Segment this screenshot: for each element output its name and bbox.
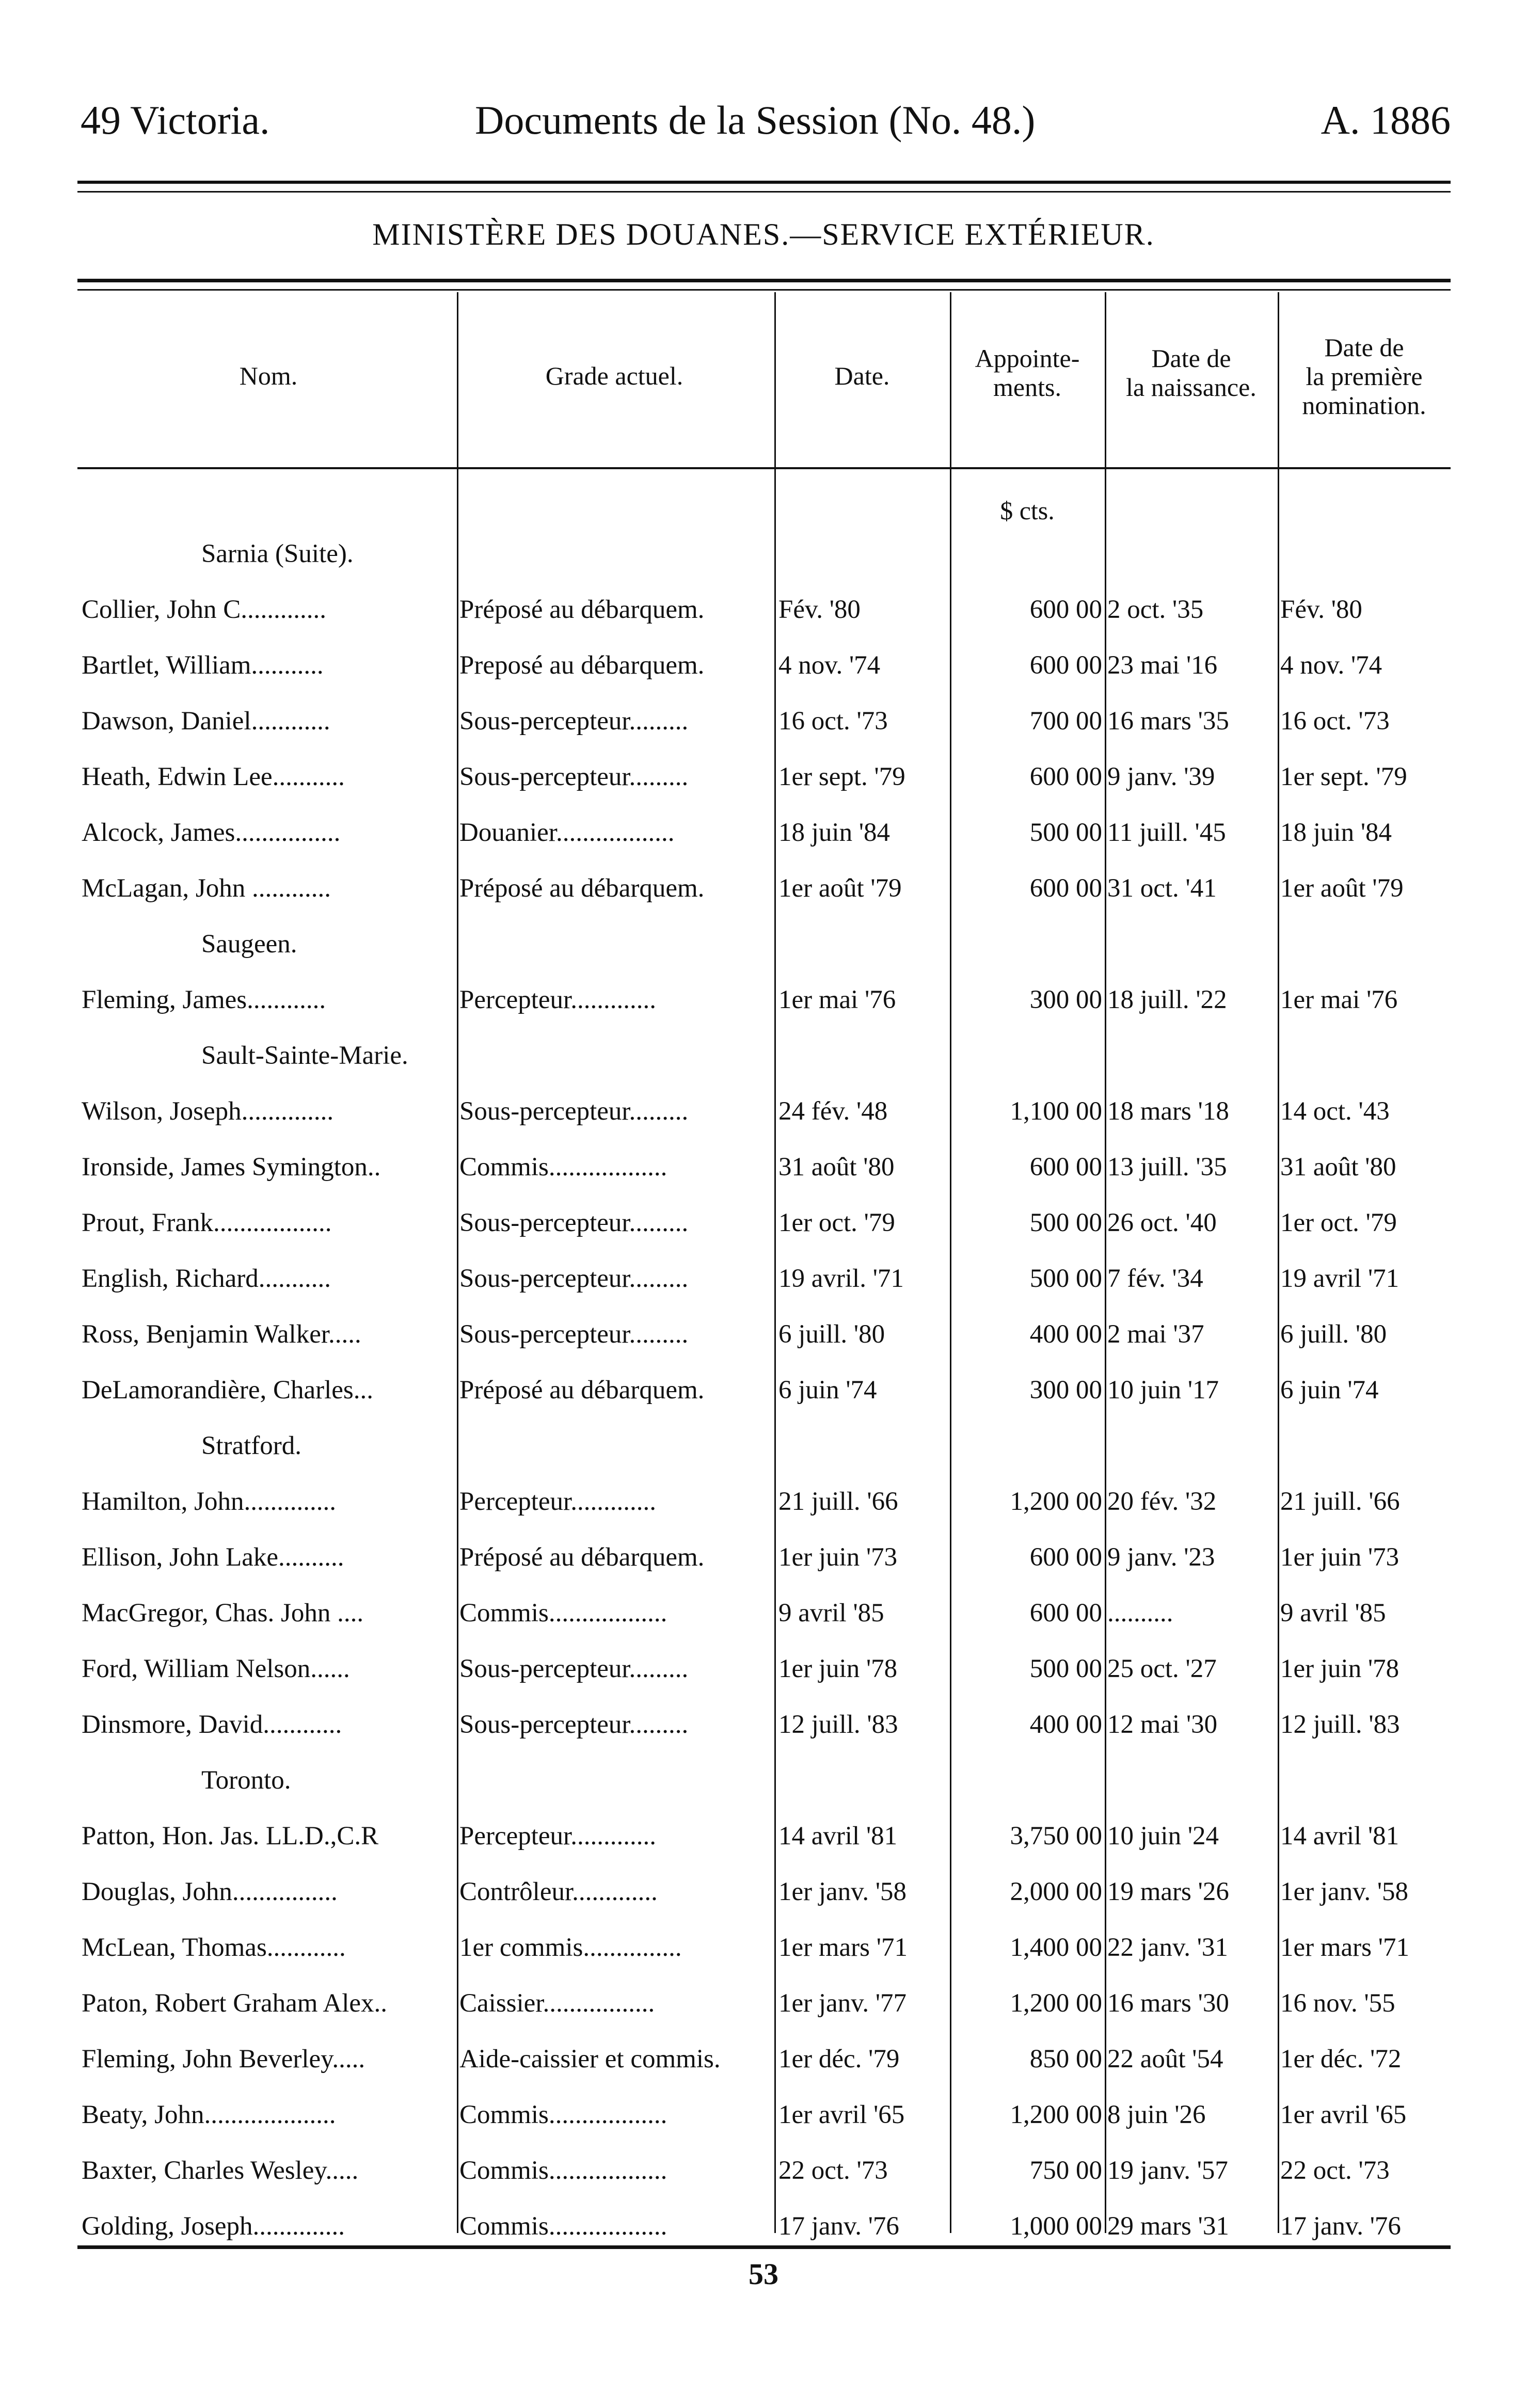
cell-date: 21 juill. '66 [778, 1487, 898, 1516]
cell-date: 1er janv. '77 [778, 1989, 907, 2018]
table-row [77, 2032, 1451, 2087]
cell-premiere: 1er juin '73 [1280, 1543, 1399, 1572]
section-heading-row [77, 917, 1451, 972]
cell-naissance: 7 fév. '34 [1107, 1264, 1203, 1293]
cell-premiere: 1er déc. '72 [1280, 2045, 1402, 2074]
section-heading-row [77, 1418, 1451, 1474]
cell-date: 1er oct. '79 [778, 1208, 895, 1237]
cell-date: 14 avril '81 [778, 1822, 898, 1851]
cell-premiere: 1er avril '65 [1280, 2100, 1407, 2129]
cell-appointements: 600 00 [1029, 874, 1102, 903]
header-left: 49 Victoria. [81, 98, 270, 142]
cell-nom: Douglas, John................ [82, 1877, 338, 1906]
cell-premiere: 1er août '79 [1280, 874, 1404, 903]
cell-premiere: 1er juin '78 [1280, 1654, 1399, 1683]
cell-premiere: 12 juill. '83 [1280, 1710, 1400, 1739]
section-heading: Toronto. [201, 1766, 291, 1795]
cell-naissance: 19 mars '26 [1107, 1877, 1229, 1906]
table-row [77, 1251, 1451, 1307]
cell-premiere: 1er janv. '58 [1280, 1877, 1409, 1906]
cell-nom: Fleming, James............ [82, 985, 326, 1014]
table-row [77, 1809, 1451, 1864]
cell-appointements: 500 00 [1029, 1264, 1102, 1293]
cell-premiere: 9 avril '85 [1280, 1599, 1386, 1628]
table-row [77, 638, 1451, 694]
cell-appointements: 500 00 [1029, 1654, 1102, 1683]
cell-naissance: 23 mai '16 [1107, 651, 1218, 680]
cell-nom: Paton, Robert Graham Alex.. [82, 1989, 388, 2018]
table-top-rule-thin [77, 289, 1451, 291]
cell-nom: Alcock, James................ [82, 818, 341, 847]
cell-nom: MacGregor, Chas. John .... [82, 1599, 364, 1628]
header-bottom-rule [77, 467, 1451, 469]
section-heading-row [77, 1753, 1451, 1809]
cell-premiere: 16 oct. '73 [1280, 707, 1390, 736]
cell-naissance: 26 oct. '40 [1107, 1208, 1217, 1237]
table-bottom-rule [77, 2245, 1451, 2249]
cell-nom: Dinsmore, David............ [82, 1710, 342, 1739]
cell-grade: Sous-percepteur......... [459, 1208, 689, 1237]
cell-nom: McLean, Thomas............ [82, 1933, 346, 1962]
column-header-date: Date. [834, 361, 890, 390]
cell-grade: Préposé au débarquem. [459, 874, 705, 903]
cell-date: 1er mai '76 [778, 985, 896, 1014]
cell-nom: Hamilton, John.............. [82, 1487, 336, 1516]
cell-naissance: 22 août '54 [1107, 2045, 1223, 2074]
cell-date: 1er juin '78 [778, 1654, 898, 1683]
table-row [77, 1641, 1451, 1697]
cell-grade: Sous-percepteur......... [459, 1320, 689, 1349]
cell-grade: Commis.................. [459, 2156, 667, 2185]
section-heading: Sault-Sainte-Marie. [201, 1041, 408, 1070]
section-heading: Stratford. [201, 1431, 302, 1460]
table-row [77, 1697, 1451, 1753]
cell-appointements: 400 00 [1029, 1710, 1102, 1739]
cell-naissance: 13 juill. '35 [1107, 1153, 1227, 1182]
table-row [77, 972, 1451, 1028]
header-rule-thick [77, 181, 1451, 184]
column-header-nom: Nom. [239, 361, 298, 390]
cell-premiere: 4 nov. '74 [1280, 651, 1382, 680]
table-row [77, 1140, 1451, 1195]
cell-date: 6 juin '74 [778, 1376, 877, 1405]
cell-appointements: 600 00 [1029, 595, 1102, 624]
cell-appointements: 600 00 [1029, 1543, 1102, 1572]
cell-premiere: 1er sept. '79 [1280, 762, 1407, 791]
cell-appointements: 1,200 00 [1010, 1487, 1102, 1516]
cell-grade: Sous-percepteur......... [459, 1710, 689, 1739]
table-row [77, 694, 1451, 749]
cell-premiere: 21 juill. '66 [1280, 1487, 1400, 1516]
table-row [77, 861, 1451, 917]
cell-appointements: 600 00 [1029, 762, 1102, 791]
cell-naissance: 10 juin '17 [1107, 1376, 1219, 1405]
cell-appointements: 500 00 [1029, 1208, 1102, 1237]
cell-date: 1er janv. '58 [778, 1877, 907, 1906]
table-row [77, 805, 1451, 861]
cell-grade: Aide-caissier et commis. [459, 2045, 721, 2074]
table-top-rule-thick [77, 279, 1451, 282]
cell-naissance: 2 oct. '35 [1107, 595, 1204, 624]
cell-nom: Wilson, Joseph.............. [82, 1097, 334, 1126]
cell-appointements: 600 00 [1029, 651, 1102, 680]
cell-appointements: 2,000 00 [1010, 1877, 1102, 1906]
cell-date: 1er mars '71 [778, 1933, 908, 1962]
cell-naissance: 18 mars '18 [1107, 1097, 1229, 1126]
cell-date: 1er déc. '79 [778, 2045, 900, 2074]
cell-premiere: 17 janv. '76 [1280, 2212, 1401, 2241]
cell-premiere: 16 nov. '55 [1280, 1989, 1395, 2018]
cell-appointements: 1,200 00 [1010, 1989, 1102, 2018]
cell-nom: Ellison, John Lake.......... [82, 1543, 344, 1572]
cell-premiere: 6 juin '74 [1280, 1376, 1379, 1405]
cell-date: 19 avril. '71 [778, 1264, 904, 1293]
cell-date: 6 juill. '80 [778, 1320, 885, 1349]
cell-nom: Ironside, James Symington.. [82, 1153, 381, 1182]
cell-grade: Percepteur............. [459, 1487, 656, 1516]
table-row [77, 1195, 1451, 1251]
cell-naissance: 20 fév. '32 [1107, 1487, 1217, 1516]
cell-premiere: 1er oct. '79 [1280, 1208, 1397, 1237]
cell-grade: Sous-percepteur......... [459, 1097, 689, 1126]
cell-nom: McLagan, John ............ [82, 874, 331, 903]
cell-date: 1er août '79 [778, 874, 902, 903]
cell-nom: Golding, Joseph.............. [82, 2212, 345, 2241]
cell-grade: Commis.................. [459, 1153, 667, 1182]
column-header-grade: Grade actuel. [545, 361, 683, 390]
cell-nom: Dawson, Daniel............ [82, 707, 330, 736]
cell-naissance: 29 mars '31 [1107, 2212, 1229, 2241]
cell-naissance: 31 oct. '41 [1107, 874, 1217, 903]
table-row [77, 749, 1451, 805]
cell-appointements: 1,400 00 [1010, 1933, 1102, 1962]
cell-naissance: 19 janv. '57 [1107, 2156, 1228, 2185]
cell-date: 22 oct. '73 [778, 2156, 888, 2185]
table-row [77, 1920, 1451, 1976]
section-heading: Saugeen. [201, 930, 297, 959]
cell-date: 24 fév. '48 [778, 1097, 888, 1126]
cell-date: 17 janv. '76 [778, 2212, 899, 2241]
cell-naissance: .......... [1107, 1599, 1173, 1628]
cell-grade: 1er commis............... [459, 1933, 682, 1962]
cell-appointements: 600 00 [1029, 1599, 1102, 1628]
cell-date: 1er juin '73 [778, 1543, 898, 1572]
cell-nom: Fleming, John Beverley..... [82, 2045, 365, 2074]
table-row [77, 1586, 1451, 1641]
cell-appointements: 1,200 00 [1010, 2100, 1102, 2129]
cell-premiere: 6 juill. '80 [1280, 1320, 1387, 1349]
header-center: Documents de la Session (No. 48.) [475, 98, 1036, 142]
cell-grade: Contrôleur............. [459, 1877, 658, 1906]
cell-grade: Sous-percepteur......... [459, 1264, 689, 1293]
cell-appointements: 600 00 [1029, 1153, 1102, 1182]
table-row [77, 1363, 1451, 1418]
cell-naissance: 9 janv. '39 [1107, 762, 1215, 791]
cell-naissance: 10 juin '24 [1107, 1822, 1219, 1851]
cell-nom: Bartlet, William........... [82, 651, 324, 680]
table-row [77, 1530, 1451, 1586]
cell-appointements: 1,100 00 [1010, 1097, 1102, 1126]
cell-naissance: 18 juill. '22 [1107, 985, 1227, 1014]
page-number: 53 [749, 2257, 778, 2291]
cell-appointements: 1,000 00 [1010, 2212, 1102, 2241]
cell-grade: Commis.................. [459, 1599, 667, 1628]
table-row [77, 1307, 1451, 1363]
cell-date: 1er avril '65 [778, 2100, 905, 2129]
table-row [77, 1976, 1451, 2032]
cell-grade: Percepteur............. [459, 1822, 656, 1851]
cell-grade: Sous-percepteur......... [459, 707, 689, 736]
cell-grade: Commis.................. [459, 2100, 667, 2129]
table-row [77, 1474, 1451, 1530]
section-heading-row [77, 1028, 1451, 1084]
cell-nom: Ross, Benjamin Walker..... [82, 1320, 361, 1349]
cell-premiere: 1er mars '71 [1280, 1933, 1409, 1962]
cell-appointements: 300 00 [1029, 985, 1102, 1014]
cell-date: 31 août '80 [778, 1153, 895, 1182]
cell-appointements: 3,750 00 [1010, 1822, 1102, 1851]
cell-nom: Patton, Hon. Jas. LL.D.,C.R [82, 1822, 379, 1851]
cell-premiere: 19 avril '71 [1280, 1264, 1399, 1293]
table-row [77, 2143, 1451, 2199]
cell-nom: Ford, William Nelson...... [82, 1654, 350, 1683]
cell-date: 1er sept. '79 [778, 762, 905, 791]
header-rule-thin [77, 191, 1451, 193]
table-row [77, 1084, 1451, 1140]
cell-premiere: 14 avril '81 [1280, 1822, 1399, 1851]
section-title: MINISTÈRE DES DOUANES.—SERVICE EXTÉRIEUR. [372, 217, 1155, 251]
cell-naissance: 11 juill. '45 [1107, 818, 1226, 847]
cell-grade: Préposé au débarquem. [459, 1543, 705, 1572]
cell-naissance: 16 mars '30 [1107, 1989, 1229, 2018]
cell-grade: Préposé au débarquem. [459, 1376, 705, 1405]
header-right: A. 1886 [1321, 98, 1451, 142]
table-row [77, 582, 1451, 638]
cell-date: 16 oct. '73 [778, 707, 888, 736]
cell-nom: Heath, Edwin Lee........... [82, 762, 345, 791]
cell-premiere: Fév. '80 [1280, 595, 1362, 624]
cell-nom: Baxter, Charles Wesley..... [82, 2156, 359, 2185]
cell-naissance: 22 janv. '31 [1107, 1933, 1228, 1962]
cell-nom: English, Richard........... [82, 1264, 331, 1293]
cell-date: 9 avril '85 [778, 1599, 884, 1628]
cell-appointements: 750 00 [1029, 2156, 1102, 2185]
cell-nom: Collier, John C............. [82, 595, 326, 624]
cell-date: 18 juin '84 [778, 818, 890, 847]
cell-date: 12 juill. '83 [778, 1710, 898, 1739]
cell-appointements: 400 00 [1029, 1320, 1102, 1349]
cell-appointements: 500 00 [1029, 818, 1102, 847]
cell-grade: Sous-percepteur......... [459, 1654, 689, 1683]
cell-naissance: 2 mai '37 [1107, 1320, 1204, 1349]
cell-premiere: 14 oct. '43 [1280, 1097, 1390, 1126]
cell-nom: Prout, Frank.................. [82, 1208, 332, 1237]
column-header-premiere: Date de la première nomination. [1302, 333, 1426, 420]
cell-grade: Preposé au débarquem. [459, 651, 705, 680]
cell-grade: Commis.................. [459, 2212, 667, 2241]
cell-nom: DeLamorandière, Charles... [82, 1376, 374, 1405]
cell-grade: Préposé au débarquem. [459, 595, 705, 624]
cell-grade: Caissier................. [459, 1989, 655, 2018]
cell-naissance: 9 janv. '23 [1107, 1543, 1215, 1572]
cell-naissance: 8 juin '26 [1107, 2100, 1206, 2129]
cell-naissance: 25 oct. '27 [1107, 1654, 1217, 1683]
section-heading-row [77, 527, 1451, 582]
cell-appointements: 300 00 [1029, 1376, 1102, 1405]
cell-premiere: 1er mai '76 [1280, 985, 1398, 1014]
cell-appointements: 850 00 [1029, 2045, 1102, 2074]
section-heading: Sarnia (Suite). [201, 539, 354, 568]
cell-grade: Douanier.................. [459, 818, 675, 847]
cell-premiere: 18 juin '84 [1280, 818, 1392, 847]
cell-naissance: 12 mai '30 [1107, 1710, 1218, 1739]
cell-date: 4 nov. '74 [778, 651, 881, 680]
cell-nom: Beaty, John.................... [82, 2100, 336, 2129]
running-head [77, 97, 1451, 143]
column-header-naissance: Date de la naissance. [1126, 344, 1256, 402]
table-row [77, 1864, 1451, 1920]
cell-grade: Sous-percepteur......... [459, 762, 689, 791]
cell-date: Fév. '80 [778, 595, 861, 624]
cell-naissance: 16 mars '35 [1107, 707, 1229, 736]
column-header-appointements: Appointe- ments. [975, 344, 1080, 402]
cell-premiere: 31 août '80 [1280, 1153, 1396, 1182]
table-row [77, 2087, 1451, 2143]
units-label: $ cts. [1000, 496, 1055, 525]
cell-appointements: 700 00 [1029, 707, 1102, 736]
cell-grade: Percepteur............. [459, 985, 656, 1014]
cell-premiere: 22 oct. '73 [1280, 2156, 1390, 2185]
